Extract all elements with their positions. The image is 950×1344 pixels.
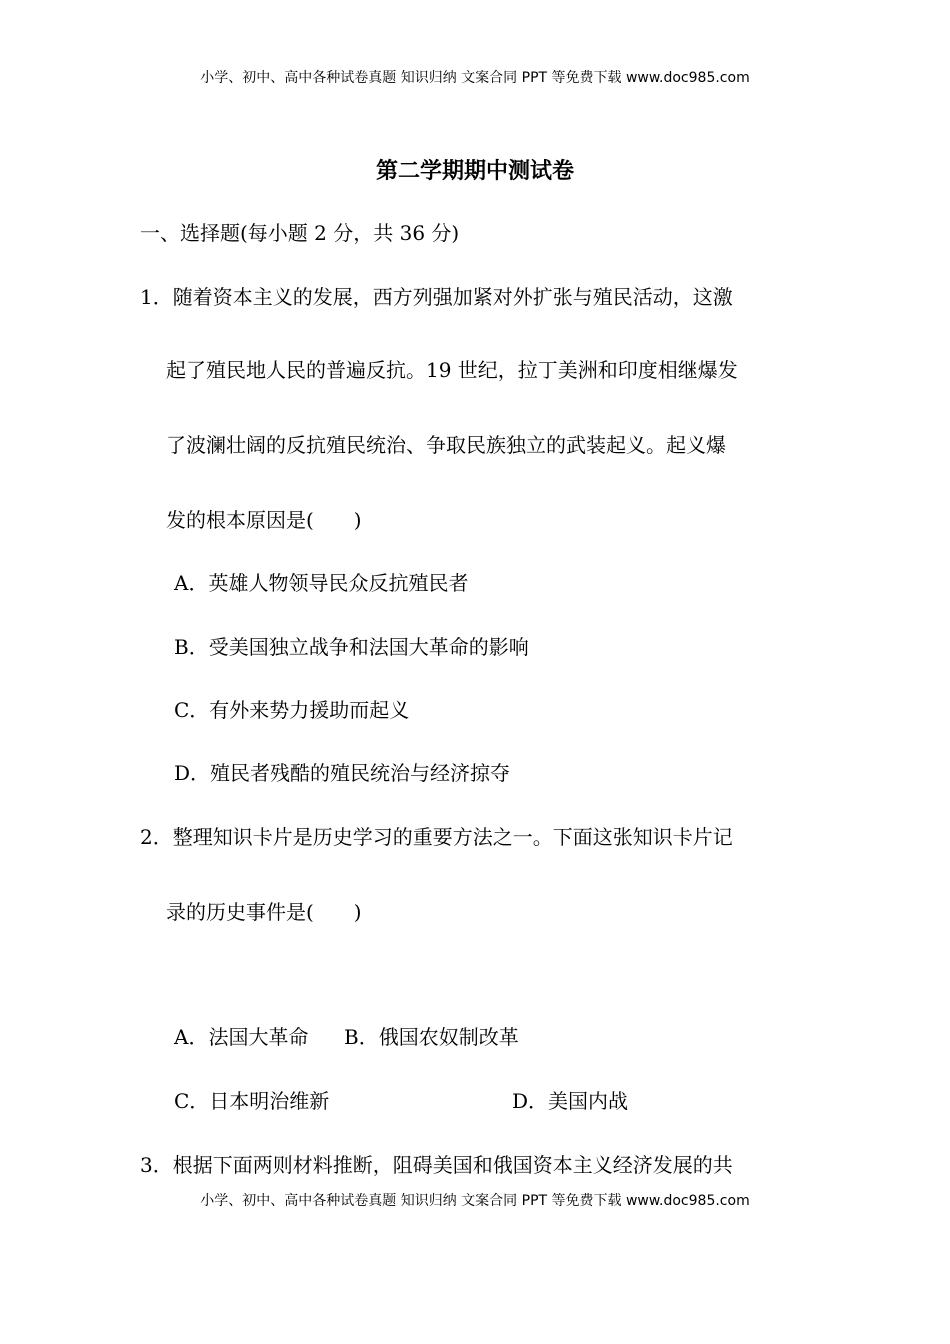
question-2-option-d: D．美国内战	[512, 1089, 629, 1113]
question-2-line-1: 2．整理知识卡片是历史学习的重要方法之一。下面这张知识卡片记	[140, 825, 733, 849]
question-1-line-4: 发的根本原因是( )	[166, 508, 362, 532]
section-heading: 一、选择题(每小题 2 分，共 36 分)	[140, 221, 460, 245]
question-1-line-2: 起了殖民地人民的普遍反抗。19 世纪，拉丁美洲和印度相继爆发	[166, 358, 738, 382]
question-2-option-b: B．俄国农奴制改革	[344, 1025, 519, 1049]
page-footer: 小学、初中、高中各种试卷真题 知识归纳 文案合同 PPT 等免费下载 www.doc985.com	[200, 1193, 750, 1209]
question-2-line-2: 录的历史事件是( )	[166, 900, 362, 924]
question-1-option-d: D．殖民者残酷的殖民统治与经济掠夺	[174, 761, 511, 785]
question-3-line-1: 3．根据下面两则材料推断，阻碍美国和俄国资本主义经济发展的共	[140, 1153, 733, 1177]
question-2-option-a: A．法国大革命	[174, 1025, 309, 1049]
question-1-line-3: 了波澜壮阔的反抗殖民统治、争取民族独立的武装起义。起义爆	[166, 433, 726, 457]
page-header: 小学、初中、高中各种试卷真题 知识归纳 文案合同 PPT 等免费下载 www.doc985.com	[200, 70, 750, 86]
knowledge-card-placeholder	[166, 945, 786, 1005]
question-1-line-1: 1．随着资本主义的发展，西方列强加紧对外扩张与殖民活动，这激	[140, 285, 733, 309]
question-1-option-c: C．有外来势力援助而起义	[174, 698, 410, 722]
question-2-option-c: C．日本明治维新	[174, 1089, 330, 1113]
exam-title: 第二学期期中测试卷	[375, 158, 574, 184]
question-1-option-b: B．受美国独立战争和法国大革命的影响	[174, 635, 529, 659]
question-1-option-a: A．英雄人物领导民众反抗殖民者	[174, 571, 469, 595]
